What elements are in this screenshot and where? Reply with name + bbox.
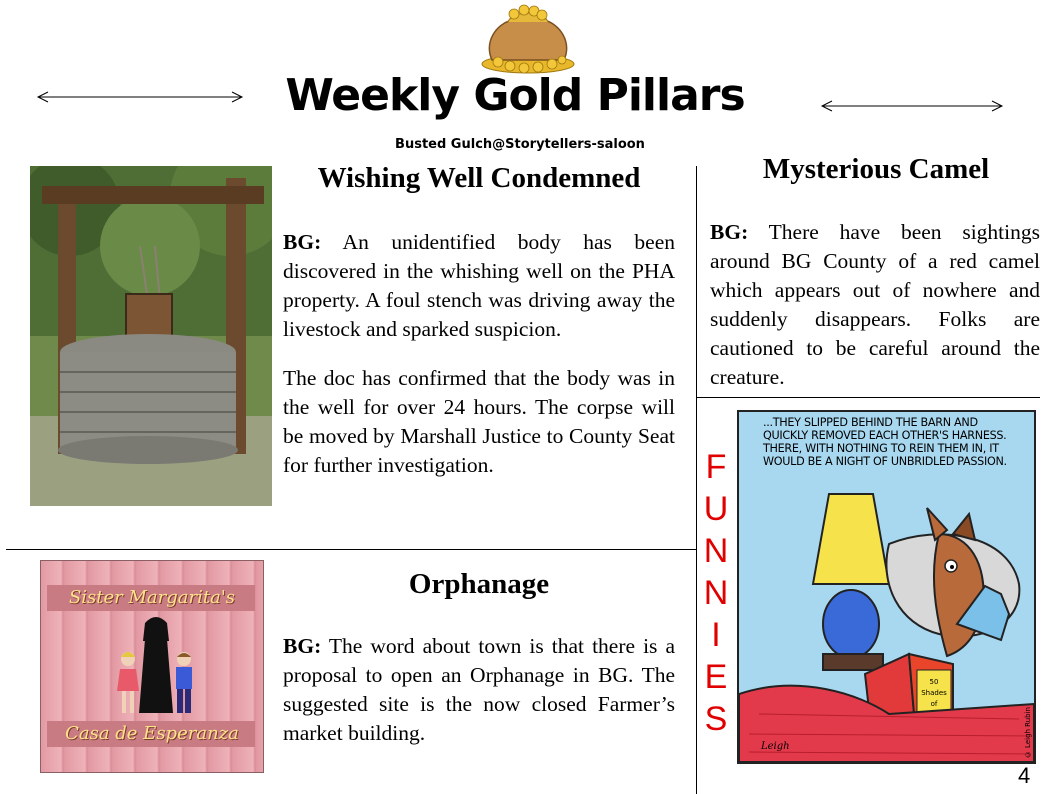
cartoon-credit: © Leigh Rubin bbox=[1024, 706, 1032, 758]
funnies-letter: S bbox=[704, 700, 728, 738]
headline-wishing-well: Wishing Well Condemned bbox=[317, 162, 641, 194]
double-arrow-icon bbox=[36, 90, 244, 104]
headline-camel: Mysterious Camel bbox=[762, 153, 990, 185]
article-orphanage-p1 bbox=[283, 632, 675, 748]
caption-line: WOULD BE A NIGHT OF UNBRIDLED PASSION. bbox=[763, 455, 1007, 468]
funnies-letter: E bbox=[704, 658, 728, 696]
page-number: 4 bbox=[1018, 763, 1031, 788]
cartoon-signature: Leigh bbox=[761, 741, 790, 752]
funnies-letter: N bbox=[703, 574, 729, 612]
horse-in-bed-illustration bbox=[739, 474, 1034, 762]
funnies-label bbox=[698, 446, 734, 740]
sign-text-top: Sister Margarita's bbox=[68, 587, 236, 608]
article-wishing-well-p1 bbox=[283, 228, 675, 344]
newsletter-title: Weekly Gold Pillars bbox=[285, 70, 745, 121]
article-text: The word about town is that there is a proposal to open an Orphanage in BG. The suggested site is the now closed Farmer’s market building. bbox=[283, 634, 675, 745]
book-title-line: Shades bbox=[921, 689, 947, 697]
article-wishing-well-p2: The doc has confirmed that the body was in the well for over 24 hours. The corpse will be moved by Marshall Justice to County Seat for further investigation. bbox=[283, 366, 675, 477]
article-orphanage bbox=[283, 632, 675, 768]
article-text: An unidentified body has been discovered in the whishing well on the PHA property. A foul stench was driving away the livestock and sparked suspicion. bbox=[283, 230, 675, 341]
book-title-line: of bbox=[930, 700, 938, 708]
gold-sack-icon bbox=[478, 2, 578, 74]
sign-text-bottom: Casa de Esperanza bbox=[65, 723, 239, 744]
article-camel-p1 bbox=[710, 218, 1040, 392]
orphanage-sign-image bbox=[40, 560, 264, 773]
divider-horizontal-left bbox=[6, 549, 696, 550]
nun-children-illustration bbox=[111, 613, 201, 719]
funnies-letter: I bbox=[711, 616, 721, 654]
cartoon-caption bbox=[763, 416, 1033, 468]
caption-line: ...THEY SLIPPED BEHIND THE BARN AND bbox=[763, 416, 978, 429]
wishing-well-photo bbox=[30, 166, 272, 506]
funnies-letter: F bbox=[705, 448, 727, 486]
funnies-letter: U bbox=[703, 490, 729, 528]
newsletter-subtitle: Busted Gulch@Storytellers-saloon bbox=[395, 137, 645, 152]
article-camel bbox=[710, 218, 1040, 412]
caption-line: THERE, WITH NOTHING TO REIN THEM IN, IT bbox=[763, 442, 999, 455]
book-title-line: 50 bbox=[929, 678, 939, 686]
headline-orphanage: Orphanage bbox=[408, 568, 550, 600]
double-arrow-icon bbox=[820, 99, 1004, 113]
funnies-letter: N bbox=[703, 532, 729, 570]
byline-lead: BG: bbox=[283, 634, 322, 658]
byline-lead: BG: bbox=[283, 230, 322, 254]
article-text: There have been sightings around BG County of a red camel which appears out of nowhere and suddenly disappears. Folks are cautioned to be careful around the creature. bbox=[710, 220, 1040, 389]
article-wishing-well bbox=[283, 228, 675, 500]
divider-vertical bbox=[696, 166, 697, 794]
caption-line: QUICKLY REMOVED EACH OTHER'S HARNESS. bbox=[763, 429, 1007, 442]
cartoon-panel bbox=[737, 410, 1036, 764]
byline-lead: BG: bbox=[710, 220, 749, 244]
